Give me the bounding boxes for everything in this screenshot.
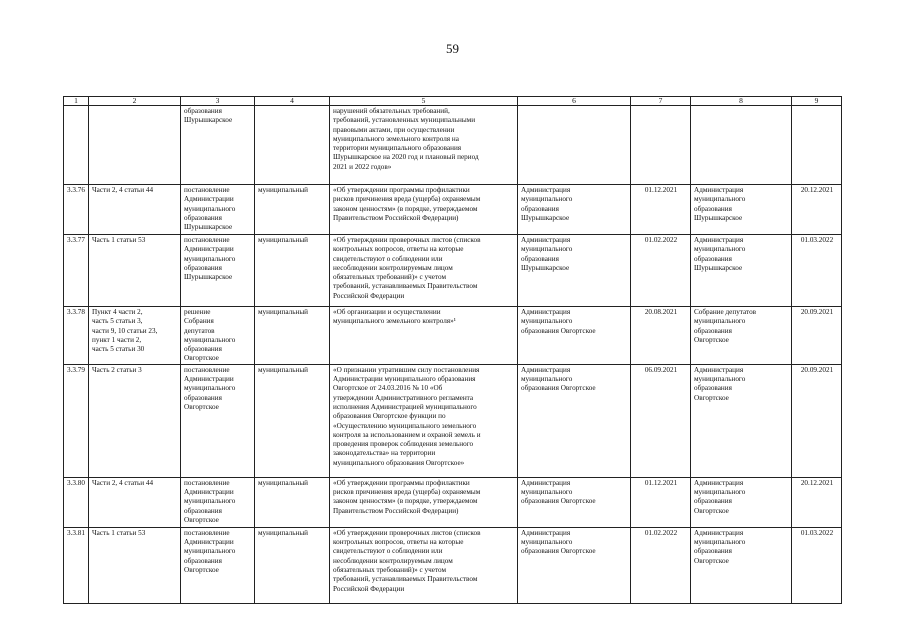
level-cell: муниципальный [255,364,330,477]
document-title-cell: «Об утверждении программы профилактики рисков причинения вреда (ущерба) охраняемым законом ценностям» (в порядке, утверждаемом Правительством Российской Федерации) [330,477,518,527]
adoption-date-cell [631,106,691,185]
table-row [64,307,842,365]
document-title-cell: нарушений обязательных требований, требований, установленных муниципальными правовыми актами, при осуществлении муниципального земельного контроля на территории муниципального образования Шурышкарское на 2020 год и плановый период 2021 и 2022 годов» [330,106,518,185]
approving-body-cell: Администрация муниципального образования Овгортское [691,477,792,527]
table-row [64,477,842,527]
table-header-row [64,97,842,106]
header-col-7: 7 [631,97,691,106]
responsible-body-cell [518,106,631,185]
document-type-cell: постановление Администрации муниципального образования Овгортское [181,364,255,477]
header-col-1: 1 [64,97,89,106]
header-col-9: 9 [792,97,842,106]
responsible-body-cell: Администрация муниципального образования Овгортское [518,307,631,365]
row-number-cell: 3.3.81 [64,527,89,603]
effective-date-cell: 20.12.2021 [792,185,842,235]
header-col-8: 8 [691,97,792,106]
header-col-6: 6 [518,97,631,106]
adoption-date-cell: 01.12.2021 [631,477,691,527]
document-title-cell: «Об утверждении проверочных листов (списков контрольных вопросов, ответы на которые свидетельствуют о соблюдении или несоблюдении контролируемым лицом обязательных требований)» с учетом требований, устанавливаемых Правительством Российской Федерации [330,527,518,603]
document-title-cell: «О признании утратившим силу постановления Администрации муниципального образования Овгортское от 24.03.2016 № 10 «Об утверждении Административного регламента исполнения Администрацией муниципального образования Овгортское функции по «Осуществлению муниципального земельного контроля за использованием и охраной земель и проведения проверок соблюдения земельного законодательства» на территории муниципального образования Овгортское» [330,364,518,477]
level-cell: муниципальный [255,527,330,603]
effective-date-cell: 01.03.2022 [792,235,842,307]
adoption-date-cell: 06.09.2021 [631,364,691,477]
header-col-4: 4 [255,97,330,106]
regulations-table [63,96,842,604]
table-row [64,106,842,185]
document-title-cell: «Об утверждении проверочных листов (списков контрольных вопросов, ответы на которые свидетельствуют о соблюдении или несоблюдении контролируемым лицом обязательных требований)» с учетом требований, устанавливаемых Правительством Российской Федерации [330,235,518,307]
approving-body-cell: Администрация муниципального образования Шурышкарское [691,235,792,307]
approving-body-cell [691,106,792,185]
approving-body-cell: Администрация муниципального образования Овгортское [691,527,792,603]
header-col-5: 5 [330,97,518,106]
adoption-date-cell: 01.02.2022 [631,235,691,307]
article-ref-cell: Пункт 4 части 2, часть 5 статьи 3, части 9, 10 статьи 23, пункт 1 части 2, часть 5 статьи 30 [89,307,181,365]
header-col-2: 2 [89,97,181,106]
responsible-body-cell: Администрация муниципального образования Овгортское [518,364,631,477]
document-title-cell: «Об утверждении программы профилактики рисков причинения вреда (ущерба) охраняемым законом ценностям» (в порядке, утверждаемом Правительством Российской Федерации) [330,185,518,235]
document-type-cell: постановление Администрации муниципального образования Овгортское [181,527,255,603]
approving-body-cell: Собрание депутатов муниципального образования Овгортское [691,307,792,365]
row-number-cell: 3.3.80 [64,477,89,527]
level-cell: муниципальный [255,235,330,307]
table-row [64,185,842,235]
adoption-date-cell: 01.12.2021 [631,185,691,235]
document-type-cell: образования Шурышкарское [181,106,255,185]
level-cell: муниципальный [255,307,330,365]
approving-body-cell: Администрация муниципального образования Овгортское [691,364,792,477]
article-ref-cell: Часть 1 статьи 53 [89,527,181,603]
adoption-date-cell: 20.08.2021 [631,307,691,365]
responsible-body-cell: Администрация муниципального образования Овгортское [518,527,631,603]
article-ref-cell: Часть 2 статьи 3 [89,364,181,477]
row-number-cell: 3.3.79 [64,364,89,477]
responsible-body-cell: Администрация муниципального образования Шурышкарское [518,235,631,307]
level-cell [255,106,330,185]
responsible-body-cell: Администрация муниципального образования Овгортское [518,477,631,527]
effective-date-cell: 20.09.2021 [792,364,842,477]
level-cell: муниципальный [255,477,330,527]
approving-body-cell: Администрация муниципального образования Шурышкарское [691,185,792,235]
responsible-body-cell: Администрация муниципального образования Шурышкарское [518,185,631,235]
header-col-3: 3 [181,97,255,106]
document-type-cell: постановление Администрации муниципального образования Шурышкарское [181,185,255,235]
article-ref-cell: Части 2, 4 статьи 44 [89,477,181,527]
table-row [64,364,842,477]
document-title-cell: «Об организации и осуществлении муниципального земельного контроля»¹ [330,307,518,365]
effective-date-cell [792,106,842,185]
adoption-date-cell: 01.02.2022 [631,527,691,603]
effective-date-cell: 20.12.2021 [792,477,842,527]
document-type-cell: постановление Администрации муниципального образования Овгортское [181,477,255,527]
row-number-cell: 3.3.76 [64,185,89,235]
article-ref-cell: Часть 1 статьи 53 [89,235,181,307]
article-ref-cell: Части 2, 4 статьи 44 [89,185,181,235]
row-number-cell [64,106,89,185]
table-row [64,235,842,307]
document-type-cell: постановление Администрации муниципального образования Шурышкарское [181,235,255,307]
effective-date-cell: 20.09.2021 [792,307,842,365]
page-number: 59 [446,41,459,56]
level-cell: муниципальный [255,185,330,235]
document-type-cell: решение Собрания депутатов муниципального образования Овгортское [181,307,255,365]
effective-date-cell: 01.03.2022 [792,527,842,603]
article-ref-cell [89,106,181,185]
row-number-cell: 3.3.78 [64,307,89,365]
table-row [64,527,842,603]
row-number-cell: 3.3.77 [64,235,89,307]
